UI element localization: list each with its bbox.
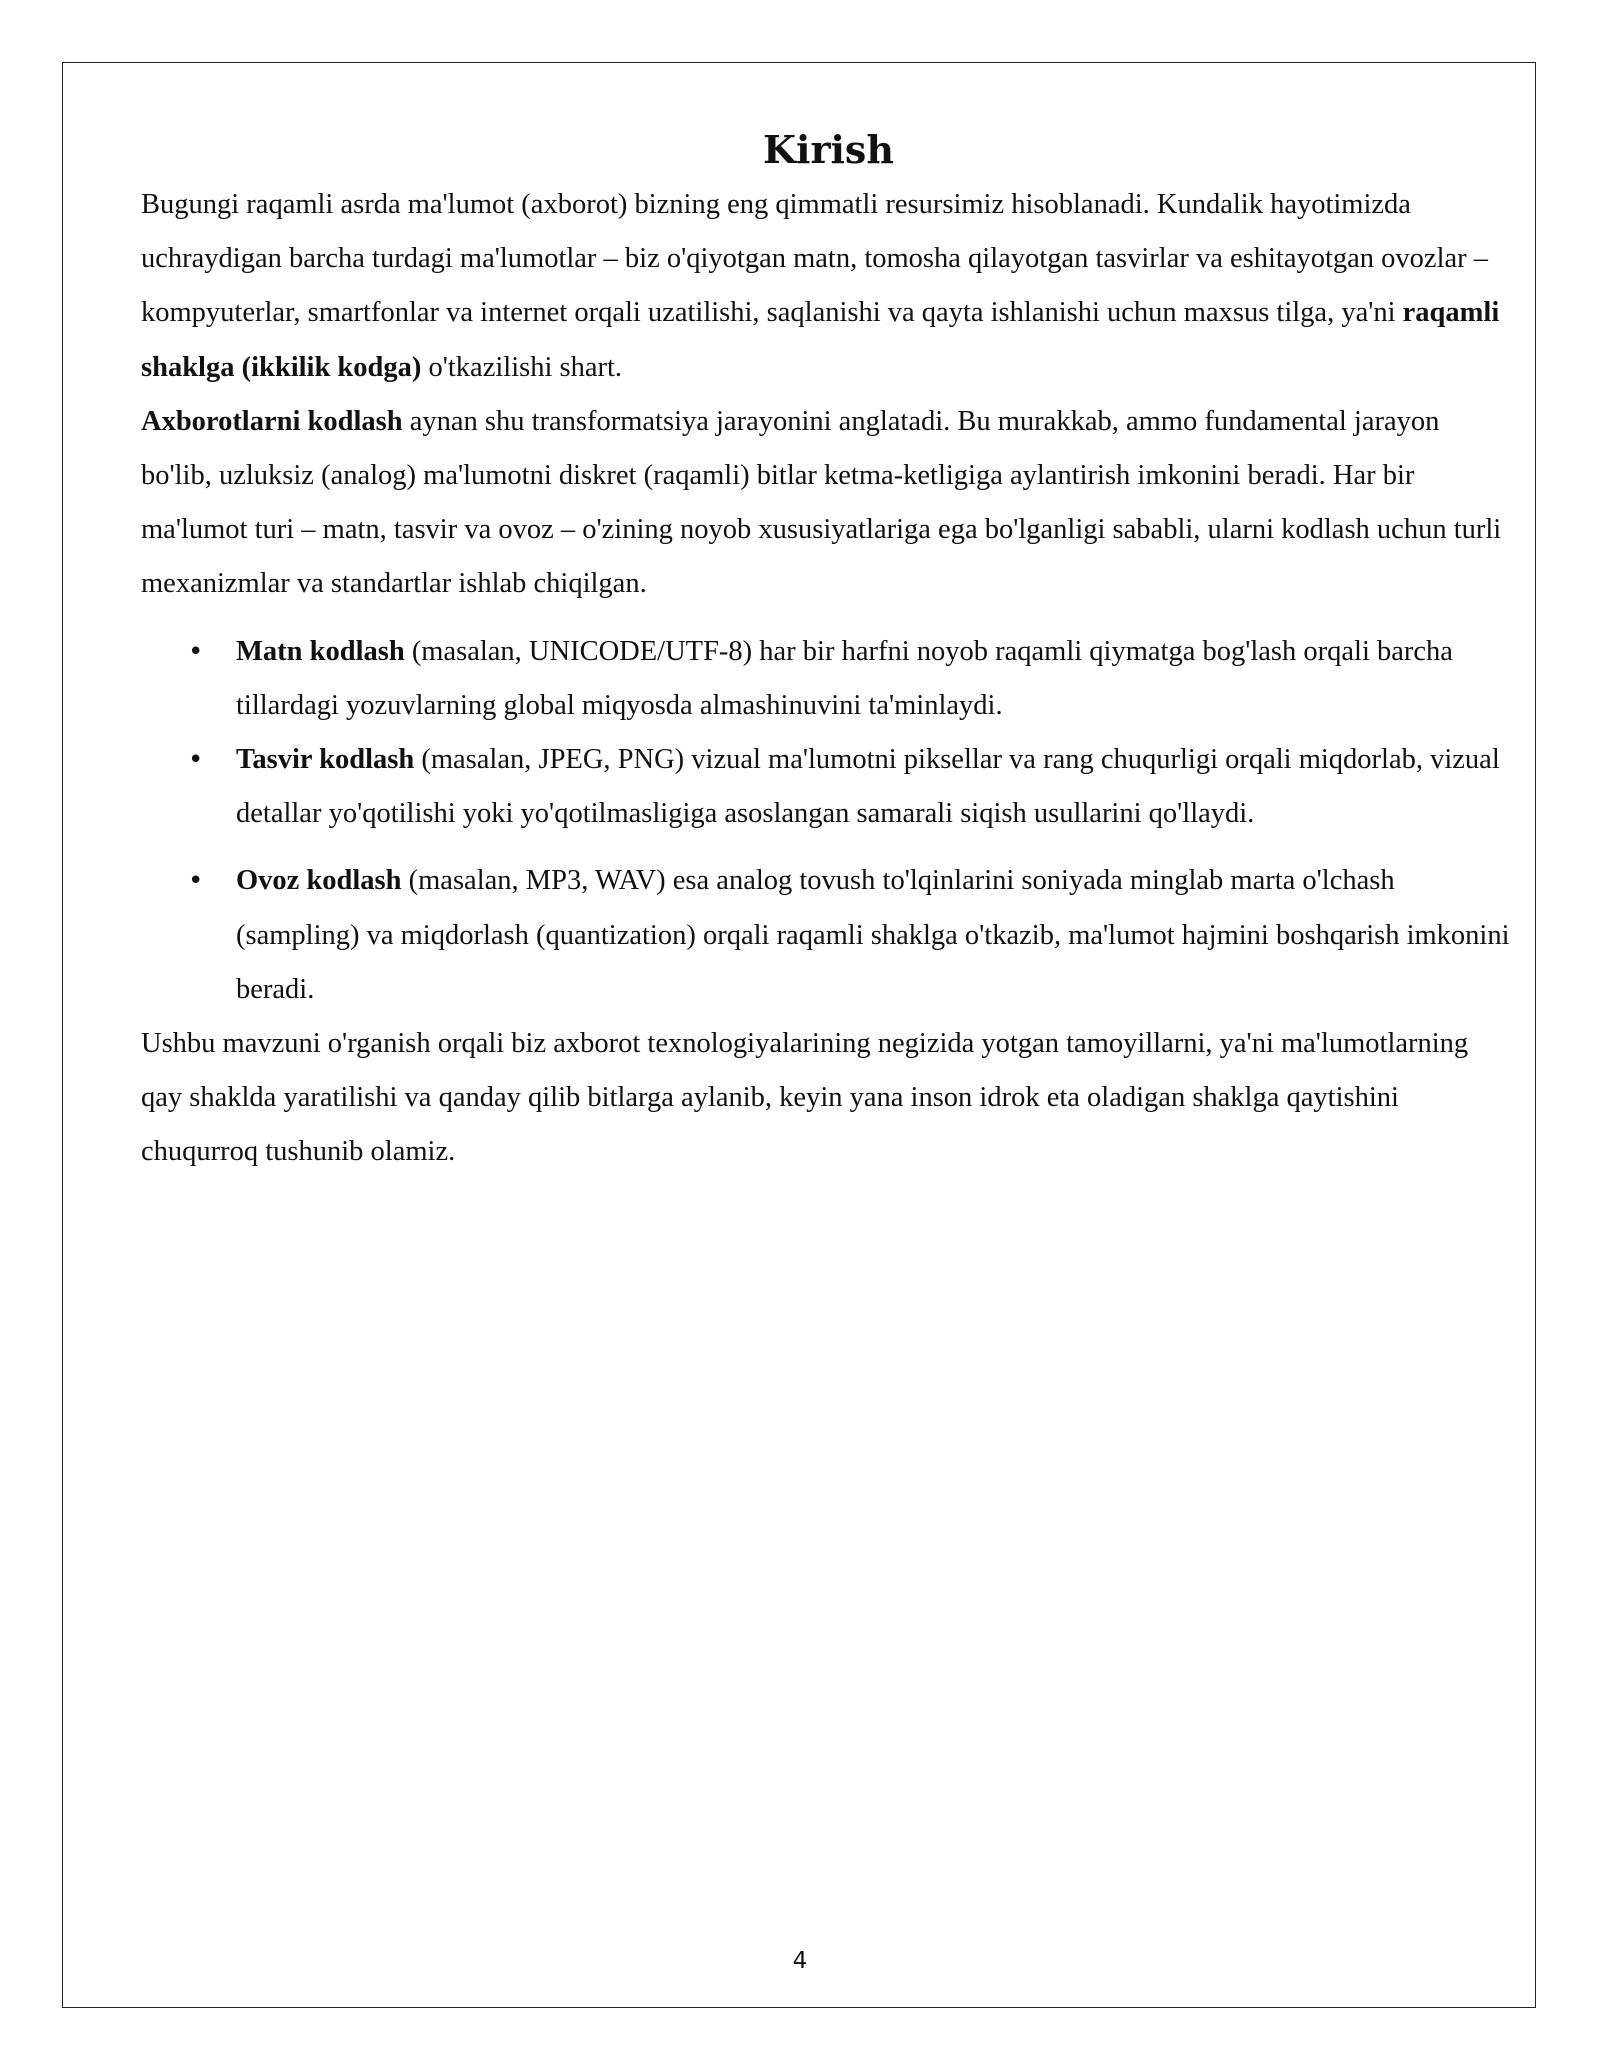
bullet-icon: • <box>188 745 204 776</box>
bullet-icon: • <box>188 866 204 897</box>
list-item-text-encoding <box>141 625 1516 733</box>
intro-bold-phrase: raqamli shaklga (ikkilik kodga) <box>141 297 1500 383</box>
page-title: Kirish <box>763 127 894 172</box>
intro-paragraph <box>141 178 1516 395</box>
list-item-audio-encoding <box>141 854 1516 1017</box>
list-item-term: Matn kodlash <box>236 635 405 667</box>
list-item-text: (masalan, MP3, WAV) esa analog tovush to'lqinlarini soniyada minglab marta o'lchash (sampling) va miqdorlash (quantization) orqali raqamli shaklga o'tkazib, ma'lumot hajmini boshqarish imkonini beradi. <box>236 865 1510 1005</box>
intro-text-a: Bugungi raqamli asrda ma'lumot (axborot) bizning eng qimmatli resursimiz hisoblanadi. Kundalik hayotimizda uchraydigan barcha turdagi ma'lumotlar – biz o'qiyotgan matn, tomosha qilayotgan tasvirlar va eshitayotgan ovozlar – kompyuterlar, smartfonlar va internet orqali uzatilishi, saqlanishi va qayta ishlanishi uchun maxsus tilga, ya'ni <box>141 189 1489 329</box>
list-item-term: Ovoz kodlash <box>236 865 402 897</box>
list-item-image-encoding <box>141 733 1516 841</box>
list-item-text: (masalan, JPEG, PNG) vizual ma'lumotni piksellar va rang chuqurligi orqali miqdorlab, vizual detallar yo'qotilishi yoki yo'qotilmasligiga asoslangan samarali siqish usullarini qo'llaydi. <box>236 744 1500 830</box>
document-body <box>141 122 1516 1180</box>
bullet-icon: • <box>188 636 204 667</box>
coding-definition-text: aynan shu transformatsiya jarayonini anglatadi. Bu murakkab, ammo fundamental jarayon bo'lib, uzluksiz (analog) ma'lumotni diskret (raqamli) bitlar ketma-ketligiga aylantirish imkonini beradi. Har bir ma'lumot turi – matn, tasvir va ovoz – o'zining noyob xususiyatlariga ega bo'lganligi sababli, ularni kodlash uchun turli mexanizmlar va standartlar ishlab chiqilgan. <box>141 405 1502 600</box>
list-item-term: Tasvir kodlash <box>236 744 415 776</box>
coding-term: Axborotlarni kodlash <box>141 405 403 437</box>
intro-text-b: o'tkazilishi shart. <box>421 351 623 383</box>
coding-definition-paragraph <box>141 395 1516 612</box>
encoding-types-list <box>141 625 1516 1017</box>
page-number: 4 <box>792 1948 808 1974</box>
list-item-text: (masalan, UNICODE/UTF-8) har bir harfni noyob raqamli qiymatga bog'lash orqali barcha tillardagi yozuvlarning global miqyosda almashinuvini ta'minlaydi. <box>236 635 1453 721</box>
conclusion-paragraph: Ushbu mavzuni o'rganish orqali biz axborot texnologiyalarining negizida yotgan tamoyillarni, ya'ni ma'lumotlarning qay shaklda yaratilishi va qanday qilib bitlarga aylanib, keyin yana inson idrok eta oladigan shaklga qaytishini chuqurroq tushunib olamiz. <box>141 1028 1469 1168</box>
